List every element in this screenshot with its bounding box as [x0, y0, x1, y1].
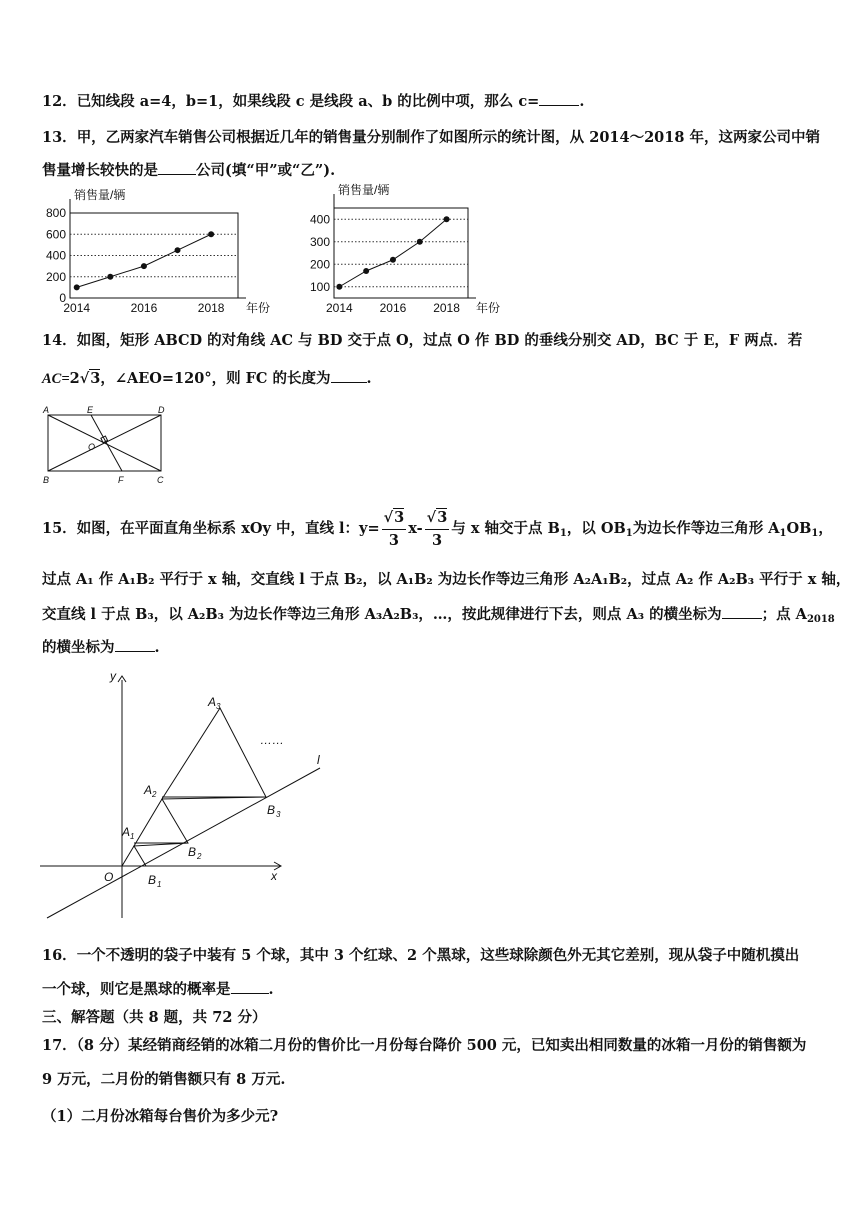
radicand: 3 — [394, 508, 405, 526]
radicand: 3 — [437, 508, 448, 526]
y-tick-label: 200 — [309, 257, 330, 272]
question-number: 13． — [42, 129, 77, 146]
subscript: 2018 — [806, 614, 835, 625]
y-axis-label: 销售量/辆 — [74, 188, 126, 202]
question-text: 已知线段 a=4，b=1，如果线段 c 是线段 a、b 的比例中项，那么 c= — [76, 93, 540, 110]
label-b: B — [43, 475, 50, 485]
data-point — [141, 263, 147, 269]
question-text: ；点 A — [761, 606, 807, 623]
label-a1: A — [122, 825, 131, 839]
data-point — [390, 257, 396, 263]
y-tick-label: 100 — [309, 279, 330, 294]
question-15-line2 — [42, 570, 850, 590]
y-tick-label: 400 — [309, 212, 330, 227]
question-number: 12． — [42, 93, 77, 110]
data-point — [74, 284, 80, 290]
question-17-part1: （1）二月份冰箱每台售价为多少元? — [42, 1108, 279, 1125]
question-15-line3 — [42, 604, 835, 630]
data-point — [444, 216, 450, 222]
answer-blank — [722, 604, 762, 619]
label-e: E — [87, 405, 94, 415]
label-c: C — [157, 475, 164, 485]
sales-chart-yi — [300, 180, 520, 320]
question-text: ，以 OB — [566, 520, 626, 537]
ellipsis: …… — [260, 733, 284, 747]
question-number: 15． — [42, 520, 77, 537]
period: . — [268, 981, 274, 998]
label-b3-sub: 3 — [276, 810, 281, 819]
data-point — [336, 284, 342, 290]
subscript: 1 — [779, 528, 787, 539]
label-b1-sub: 1 — [157, 880, 162, 889]
section-heading: 三、解答题（共 8 题，共 72 分） — [42, 1009, 267, 1026]
y-tick-label: 800 — [45, 206, 66, 220]
question-text: 如图，在平面直角坐标系 xOy 中，直线 l：y= — [76, 520, 380, 537]
question-text: 为边长作等边三角形 A — [632, 520, 780, 537]
label-y: y — [110, 669, 116, 683]
question-17-line1: 17．（8 分）某经销商经销的冰箱二月份的售价比一月份每台降价 500 元，已知卖出相同数量的冰箱一月份的销售额为 — [42, 1037, 807, 1054]
math-x: x- — [408, 520, 423, 537]
x-tick-label: 2014 — [326, 301, 353, 315]
label-b3: B — [267, 803, 276, 817]
line-ef — [91, 415, 122, 471]
label-a2: A — [144, 783, 153, 797]
question-text: OB — [786, 520, 812, 537]
subscript: 1 — [559, 528, 567, 539]
label-f: F — [118, 475, 124, 485]
question-16-line1 — [42, 946, 799, 966]
x-axis-label: 年份 — [476, 301, 501, 315]
question-14-line2 — [42, 368, 372, 389]
denominator: 3 — [431, 531, 443, 549]
question-text: 与 x 轴交于点 B — [451, 520, 560, 537]
label-a: A — [43, 405, 50, 415]
answer-blank — [539, 91, 579, 106]
question-13-line2 — [42, 160, 335, 181]
question-text: 甲，乙两家汽车销售公司根据近几年的销售量分别制作了如图所示的统计图，从 2014～2018 年，这两家公司中销 — [76, 129, 820, 146]
question-13-line1 — [42, 128, 820, 148]
question-12 — [42, 91, 584, 112]
data-point — [107, 274, 113, 280]
sqrt-symbol: √ — [383, 508, 394, 526]
y-axis-label: 销售量/辆 — [338, 183, 390, 197]
x-tick-label: 2018 — [433, 301, 460, 315]
label-l: l — [317, 753, 320, 767]
x-tick-label: 2014 — [63, 301, 91, 315]
question-number: 16． — [42, 947, 77, 964]
denominator: 3 — [388, 531, 399, 549]
question-15-line4 — [42, 637, 160, 658]
data-point — [363, 268, 369, 274]
question-text: ， — [818, 520, 833, 537]
label-o: O — [104, 870, 114, 884]
triangle-a3a2b3 — [162, 708, 266, 799]
math-radicand: 3 — [90, 370, 101, 387]
x-tick-label: 2016 — [130, 301, 158, 315]
label-a3: A — [208, 695, 217, 709]
question-text: ，∠AEO=120°，则 FC 的长度为 — [100, 370, 331, 387]
question-text: 如图，矩形 ABCD 的对角线 AC 与 BD 交于点 O，过点 O 作 BD 的垂线分别交 AD，BC 于 E，F 两点．若 — [76, 332, 803, 349]
question-text: 一个不透明的袋子中装有 5 个球，其中 3 个红球、2 个黑球，这些球除颜色外无其它差别，现从袋子中随机摸出 — [76, 947, 800, 964]
label-x: x — [271, 869, 277, 883]
x-tick-label: 2016 — [379, 301, 407, 315]
data-point — [208, 231, 214, 237]
series-line — [77, 234, 211, 287]
label-b2-sub: 2 — [197, 852, 202, 861]
y-tick-label: 300 — [309, 234, 330, 249]
question-14-line1 — [42, 331, 802, 351]
data-point — [417, 239, 423, 245]
series-line — [339, 219, 446, 287]
fraction-sqrt3-over-3 — [382, 507, 407, 552]
sales-chart-jia — [38, 180, 288, 320]
question-text: 的横坐标为 — [42, 639, 115, 656]
y-tick-label: 600 — [45, 227, 66, 242]
answer-blank — [231, 979, 269, 994]
rectangle-figure — [38, 404, 173, 486]
label-a2-sub: 2 — [152, 790, 157, 799]
question-text: 售量增长较快的是 — [42, 162, 158, 179]
label-b2: B — [188, 845, 197, 859]
fraction-sqrt3-over-3-b — [425, 507, 450, 552]
y-tick-label: 400 — [45, 248, 66, 263]
sqrt-symbol: √ — [79, 370, 90, 387]
x-axis-label: 年份 — [246, 301, 271, 315]
y-tick-label: 0 — [59, 291, 66, 305]
question-16-line2 — [42, 979, 274, 1000]
math-ac: AC= — [42, 371, 70, 387]
question-17-line2: 9 万元，二月份的销售额只有 8 万元. — [42, 1071, 286, 1088]
triangle-a2a1b2 — [134, 799, 188, 846]
period: . — [366, 370, 372, 387]
sqrt-symbol: √ — [426, 508, 437, 526]
question-text: 一个球，则它是黑球的概率是 — [42, 981, 231, 998]
label-d: D — [158, 405, 165, 415]
triangle-a1ob1 — [122, 846, 146, 866]
question-text: 过点 A₁ 作 A₁B₂ 平行于 x 轴，交直线 l 于点 B₂，以 A₁B₂ 为边长作等边三角形 A₂A₁B₂，过点 A₂ 作 A₂B₃ 平行于 x 轴， — [42, 571, 851, 588]
label-o: O — [88, 442, 96, 452]
data-point — [175, 247, 181, 253]
label-a1-sub: 1 — [130, 832, 135, 841]
answer-blank — [158, 160, 196, 175]
label-a3-sub: 3 — [216, 702, 221, 711]
question-number: 14． — [42, 332, 77, 349]
question-text: 公司(填“甲”或“乙”). — [196, 162, 336, 179]
answer-blank — [115, 637, 155, 652]
subscript: 1 — [625, 528, 633, 539]
y-tick-label: 200 — [45, 269, 66, 284]
label-b1: B — [148, 873, 157, 887]
answer-blank — [331, 368, 367, 383]
question-15-line1 — [42, 504, 833, 554]
period: . — [154, 639, 160, 656]
triangle-figure — [38, 668, 338, 924]
math-coef: 2 — [69, 370, 80, 387]
question-text: 交直线 l 于点 B₃，以 A₂B₃ 为边长作等边三角形 A₃A₂B₃，…，按此规律进行下去，则点 A₃ 的横坐标为 — [42, 606, 722, 623]
period: . — [579, 93, 585, 110]
subscript: 1 — [811, 528, 819, 539]
x-tick-label: 2018 — [197, 301, 225, 315]
